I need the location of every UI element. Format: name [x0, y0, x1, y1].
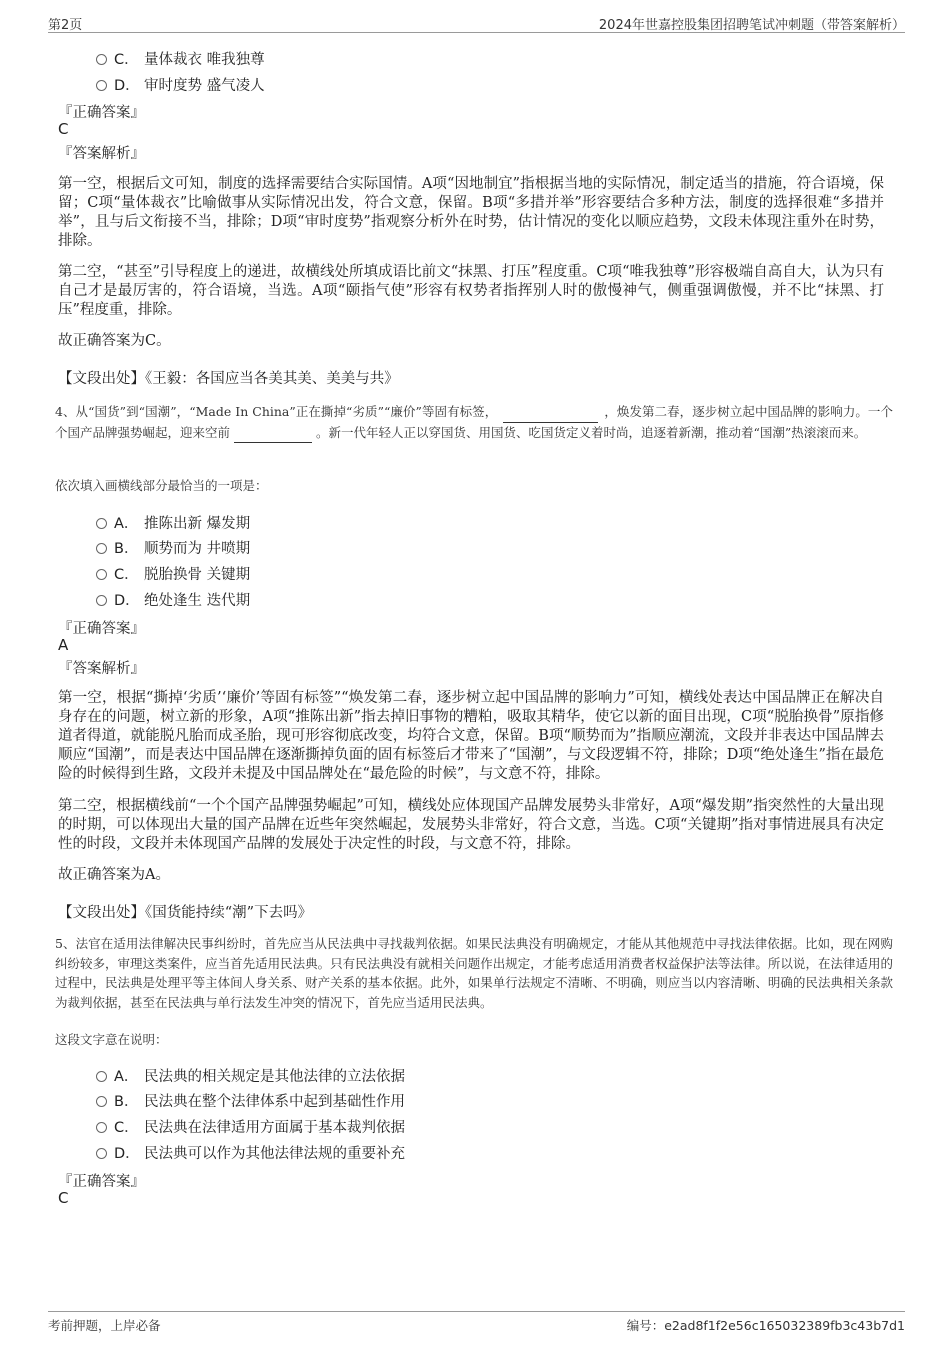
option-a[interactable] — [96, 512, 250, 533]
option-d[interactable] — [96, 1142, 405, 1163]
footer-slogan: 考前押题，上岸必备 — [48, 1318, 161, 1333]
answer-value: C — [58, 1189, 69, 1207]
radio-icon[interactable] — [96, 54, 107, 65]
option-key: A． — [114, 516, 139, 532]
question-text-part: 4、从“国货”到“国潮”，“Made In China”正在撕掉“劣质”“廉价”等固有标签， — [55, 404, 498, 419]
analysis-label: 『答案解析』 — [58, 146, 145, 162]
question-text — [55, 402, 893, 443]
radio-icon[interactable] — [96, 80, 107, 91]
option-text: 审时度势 盛气凌人 — [144, 78, 265, 94]
question-prompt: 依次填入画横线部分最恰当的一项是： — [55, 478, 268, 493]
code-label: 编号： — [626, 1318, 665, 1333]
option-text: 绝处逢生 迭代期 — [144, 593, 251, 609]
option-c[interactable] — [96, 563, 250, 584]
analysis-paragraph: 第二空，“甚至”引导程度上的递进，故横线处所填成语比前文“抹黑、打压”程度重。C项“唯我独尊”形容极端自高自大，认为只有自己才是最厉害的，符合语境，当选。A项“颐指气使”形容有权势者指挥别人时的傲慢神气，侧重强调傲慢，并不比“抹黑、打压”程度重，排除。 — [58, 264, 884, 318]
answer-label: 『正确答案』 — [58, 621, 145, 637]
option-key: C． — [114, 1120, 139, 1136]
radio-icon[interactable] — [96, 1096, 107, 1107]
analysis-conclusion: 故正确答案为A。 — [58, 867, 170, 883]
option-key: B． — [114, 541, 139, 557]
answer-value: A — [58, 636, 69, 654]
answer-label: 『正确答案』 — [58, 1174, 145, 1190]
question-text: 5、法官在适用法律解决民事纠纷时，首先应当从民法典中寻找裁判依据。如果民法典没有明确规定，才能从其他规范中寻找法律依据。比如，现在网购纠纷较多，审理这类案件，应当首先适用民法典。只有民法典没有就相关问题作出规定，才能考虑适用消费者权益保护法等法律。所以说，在法律适用的过程中，民法典是处理平等主体间人身关系、财产关系的基本依据。此外，如果单行法规定不清晰、不明确，则应当以内容清晰、明确的民法典相关条款为裁判依据，甚至在民法典与单行法发生冲突的情况下，首先应当适用民法典。 — [55, 936, 893, 1010]
option-key: D． — [114, 78, 140, 94]
analysis-conclusion: 故正确答案为C。 — [58, 333, 171, 349]
option-key: B． — [114, 1094, 139, 1110]
option-key: D． — [114, 1146, 140, 1162]
option-text: 民法典在整个法律体系中起到基础性作用 — [144, 1094, 405, 1110]
page-footer — [48, 1311, 905, 1334]
document-code — [627, 1316, 905, 1334]
code-value: e2ad8f1f2e56c165032389fb3c43b7d1 — [664, 1318, 905, 1333]
answer-label: 『正确答案』 — [58, 105, 145, 121]
option-b[interactable] — [96, 1090, 405, 1111]
radio-icon[interactable] — [96, 543, 107, 554]
question-text-part: 。新一代年轻人正以穿国货、用国货、吃国货定义着时尚，追逐着新潮，推动着“国潮”热滚滚而来。 — [316, 424, 867, 440]
blank-line — [503, 402, 598, 423]
option-d[interactable] — [96, 589, 250, 610]
answer-value: C — [58, 120, 69, 138]
radio-icon[interactable] — [96, 1122, 107, 1133]
option-d[interactable] — [96, 74, 265, 95]
analysis-label: 『答案解析』 — [58, 661, 145, 677]
page-number: 第2页 — [48, 18, 83, 33]
option-a[interactable] — [96, 1065, 405, 1086]
page-header — [48, 12, 905, 33]
option-key: C． — [114, 567, 139, 583]
option-text: 量体裁衣 唯我独尊 — [144, 52, 265, 68]
option-text: 民法典可以作为其他法律法规的重要补充 — [144, 1146, 405, 1162]
option-c[interactable] — [96, 1116, 405, 1137]
option-text: 民法典的相关规定是其他法律的立法依据 — [144, 1069, 405, 1085]
option-text: 脱胎换骨 关键期 — [144, 567, 251, 583]
question-text-part: ，焕发第二春，逐步树立起中国品牌的影响力。一个个国产品牌强势崛起，迎来空前 — [55, 404, 893, 440]
blank-line — [234, 423, 312, 444]
document-title: 2024年世嘉控股集团招聘笔试冲刺题（带答案解析） — [598, 18, 905, 33]
option-b[interactable] — [96, 537, 250, 558]
analysis-paragraph: 第一空，根据“撕掉‘劣质’‘廉价’等固有标签”“焕发第二春，逐步树立起中国品牌的影响力”可知，横线处表达中国品牌正在解决自身存在的问题，树立新的形象，A项“推陈出新”指去掉旧事物的糟粕，吸取其精华，使它以新的面目出现，C项“脱胎换骨”原指修道者得道，就能脱凡胎而成圣胎，现可形容彻底改变，均符合文意，保留。B项“顺势而为”指顺应潮流，文段并非表达中国品牌去顺应“国潮”，而是表达中国品牌在逐渐撕掉负面的固有标签后才带来了“国潮”，与文段逻辑不符，排除；D项“绝处逢生”指在最危险的时候得到生路，文段并未提及中国品牌处在“最危险的时候”，与文意不符，排除。 — [58, 690, 884, 782]
option-text: 顺势而为 井喷期 — [144, 541, 251, 557]
radio-icon[interactable] — [96, 595, 107, 606]
radio-icon[interactable] — [96, 518, 107, 529]
option-key: A． — [114, 1069, 139, 1085]
option-key: D． — [114, 593, 140, 609]
radio-icon[interactable] — [96, 569, 107, 580]
question-prompt: 这段文字意在说明： — [55, 1032, 168, 1047]
option-text: 推陈出新 爆发期 — [144, 516, 251, 532]
source-citation: 【文段出处】《国货能持续“潮”下去吗》 — [58, 905, 313, 921]
source-citation: 【文段出处】《王毅：各国应当各美其美、美美与共》 — [58, 371, 399, 387]
radio-icon[interactable] — [96, 1071, 107, 1082]
option-text: 民法典在法律适用方面属于基本裁判依据 — [144, 1120, 405, 1136]
option-key: C． — [114, 52, 139, 68]
analysis-paragraph: 第二空，根据横线前“一个个国产品牌强势崛起”可知，横线处应体现国产品牌发展势头非常好，A项“爆发期”指突然性的大量出现的时期，可以体现出大量的国产品牌在近些年突然崛起，发展势头非常好，符合文意，当选。C项“关键期”指对事情进展具有决定性的时段，文段并未体现国产品牌的发展处于决定性的时段，与文意不符，排除。 — [58, 798, 884, 852]
option-c[interactable] — [96, 48, 265, 69]
radio-icon[interactable] — [96, 1148, 107, 1159]
analysis-paragraph: 第一空，根据后文可知，制度的选择需要结合实际国情。A项“因地制宜”指根据当地的实际情况，制定适当的措施，符合语境，保留；C项“量体裁衣”比喻做事从实际情况出发，符合文意，保留。B项“多措并举”形容要结合多种方法，制度的选择很难“多措并举”，且与后文衔接不当，排除；D项“审时度势”指观察分析外在时势，估计情况的变化以顺应趋势，文段未体现注重外在时势，排除。 — [58, 176, 884, 249]
